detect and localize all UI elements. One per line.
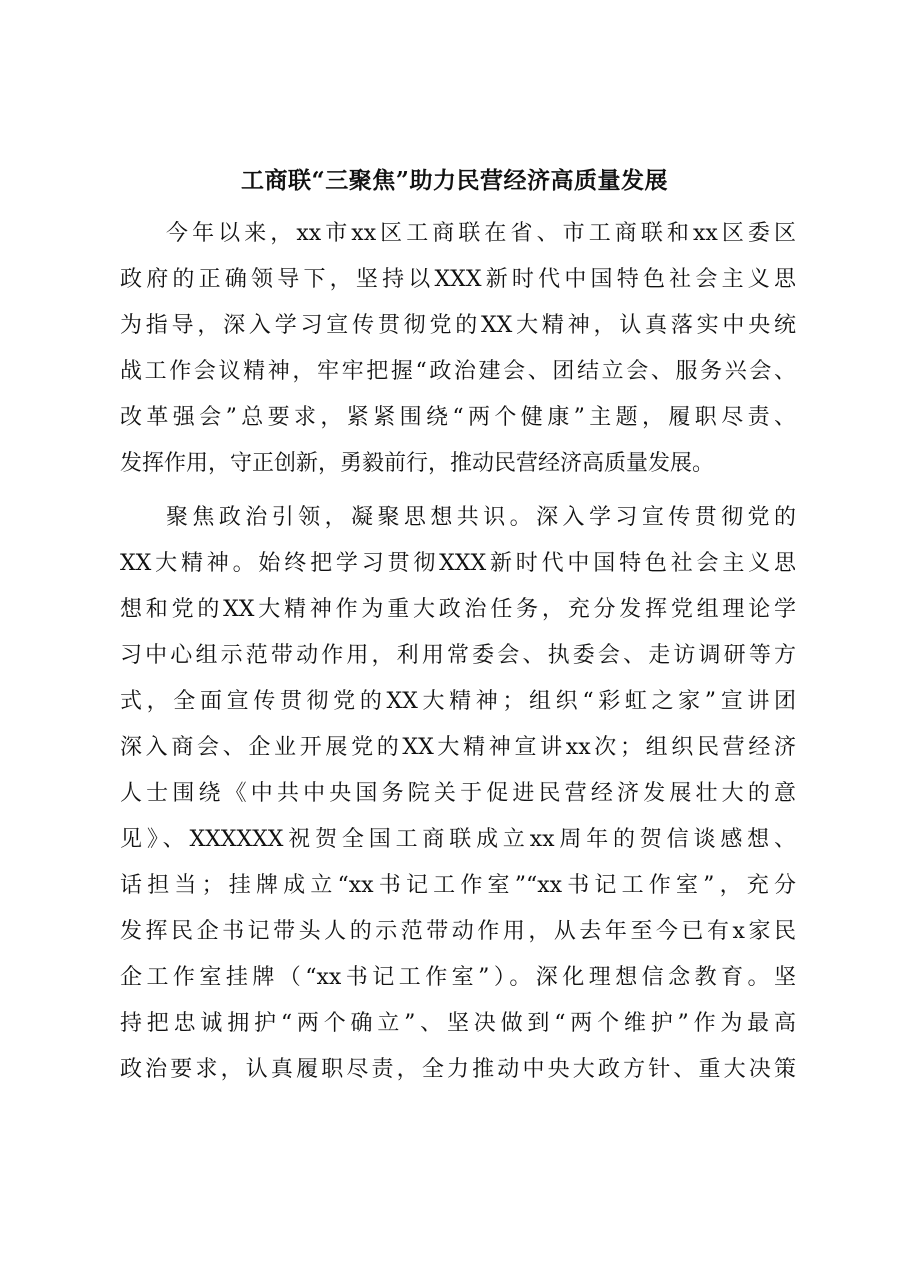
paragraph-2-line-13: 政治要求，认真履职尽责，全力推动中央大政方针、重大决策 [120,1057,796,1082]
paragraph-1-line-5: 改革强会”总要求，紧紧围绕“两个健康”主题，履职尽责、 [120,405,796,430]
paragraph-2-line-8: 见》、XXXXXX祝贺全国工商联成立xx周年的贺信谈感想、 [120,827,796,852]
paragraph-2-line-4: 习中心组示范带动作用，利用常委会、执委会、走访调研等方 [120,643,796,668]
paragraph-2-line-10: 发挥民企书记带头人的示范带动作用，从去年至今已有x家民 [120,919,796,944]
paragraph-2-line-2: XX大精神。始终把学习贯彻XXX新时代中国特色社会主义思 [120,551,796,576]
paragraph-1-line-4: 战工作会议精神，牢牢把握“政治建会、团结立会、服务兴会、 [120,359,796,384]
paragraph-2-line-1: 聚焦政治引领，凝聚思想共识。深入学习宣传贯彻党的 [166,505,796,530]
paragraph-1-line-1: 今年以来，xx市xx区工商联在省、市工商联和xx区委区 [166,221,796,246]
paragraph-2-line-6: 深入商会、企业开展党的XX大精神宣讲xx次；组织民营经济 [120,735,796,760]
paragraph-2-line-3: 想和党的XX大精神作为重大政治任务，充分发挥党组理论学 [120,597,796,622]
paragraph-1-line-6: 发挥作用，守正创新，勇毅前行，推动民营经济高质量发展。 [120,451,715,476]
paragraph-2-line-5: 式，全面宣传贯彻党的XX大精神；组织“彩虹之家”宣讲团 [120,689,796,714]
paragraph-2-line-11: 企工作室挂牌（“xx书记工作室”）。深化理想信念教育。坚 [120,965,796,990]
document-title: 工商联“三聚焦”助力民营经济高质量发展 [241,167,668,194]
paragraph-2-line-7: 人士围绕《中共中央国务院关于促进民营经济发展壮大的意 [120,781,796,806]
paragraph-2-line-9: 话担当；挂牌成立“xx书记工作室”“xx书记工作室”，充分 [120,873,796,898]
paragraph-2-line-12: 持把忠诚拥护“两个确立”、坚决做到“两个维护”作为最高 [120,1011,796,1036]
paragraph-1-line-2: 政府的正确领导下，坚持以XXX新时代中国特色社会主义思 [120,267,796,292]
paragraph-1-line-3: 为指导，深入学习宣传贯彻党的XX大精神，认真落实中央统 [120,313,796,338]
